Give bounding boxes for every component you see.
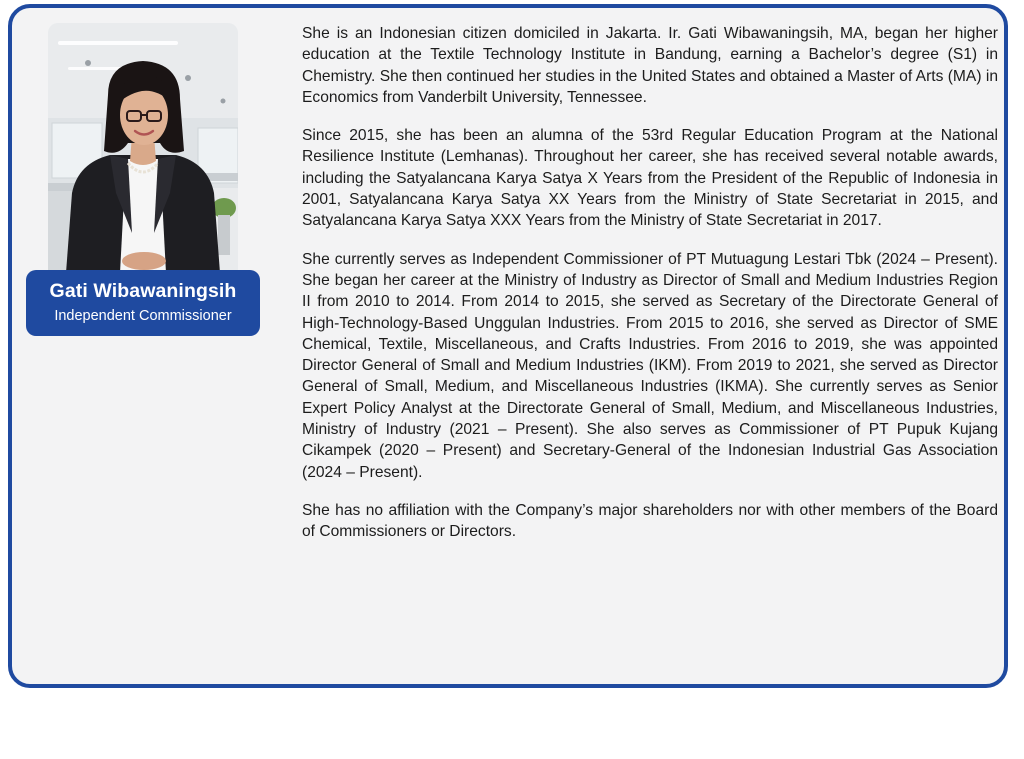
bio-paragraph-career: She currently serves as Independent Commissioner of PT Mutuagung Lestari Tbk (2024 – Present). She began her career at the Ministry of Industry as Director of Small and Medium Industries Region II from 2010 to 2014. From 2014 to 2015, she served as Secretary of the Directorate General of High-Technology-Based Unggulan Industries. From 2015 to 2016, she served as Director of SME Chemical, Textile, Miscellaneous, and Crafts Industries. From 2016 to 2019, she was appointed Director General of Small and Medium Industries (IKM). From 2019 to 2021, she served as Director General of Small, Medium, and Miscellaneous Industries (IKMA). She currently serves as Senior Expert Policy Analyst at the Directorate General of Small, Medium, and Miscellaneous Industries, Ministry of Industry (2021 – Present). She also serves as Commissioner of PT Pupuk Kujang Cikampek (2020 – Present) and Secretary-General of the Indonesian Industrial Gas Association (2024 – Present).	[302, 250, 998, 481]
nameplate	[26, 270, 260, 336]
biography	[302, 23, 998, 560]
portrait-illustration	[48, 23, 238, 273]
bio-paragraph-education: She is an Indonesian citizen domiciled in Jakarta. Ir. Gati Wibawaningsih, MA, began her higher education at the Textile Technology Institute in Bandung, earning a Bachelor’s degree (S1) in Chemistry. She then continued her studies in the United States and obtained a Master of Arts (MA) in Economics from Vanderbilt University, Tennessee.	[302, 25, 998, 106]
portrait-photo	[48, 23, 238, 273]
bio-paragraph-awards: Since 2015, she has been an alumna of the 53rd Regular Education Program at the National Resilience Institute (Lemhanas). Throughout her career, she has received several notable awards, including the Satyalancana Karya Satya X Years from the President of the Republic of Indonesia in 2001, Satyalancana Karya Satya XX Years from the Ministry of State Secretariat in 2015, and Satyalancana Karya Satya XXX Years from the Ministry of State Secretariat in 2017.	[302, 127, 998, 230]
person-name: Gati Wibawaningsih	[49, 280, 237, 302]
bio-paragraph-affiliation: She has no affiliation with the Company’s major shareholders nor with other members of the Board of Commissioners or Directors.	[302, 501, 998, 541]
person-role: Independent Commissioner	[54, 308, 232, 324]
